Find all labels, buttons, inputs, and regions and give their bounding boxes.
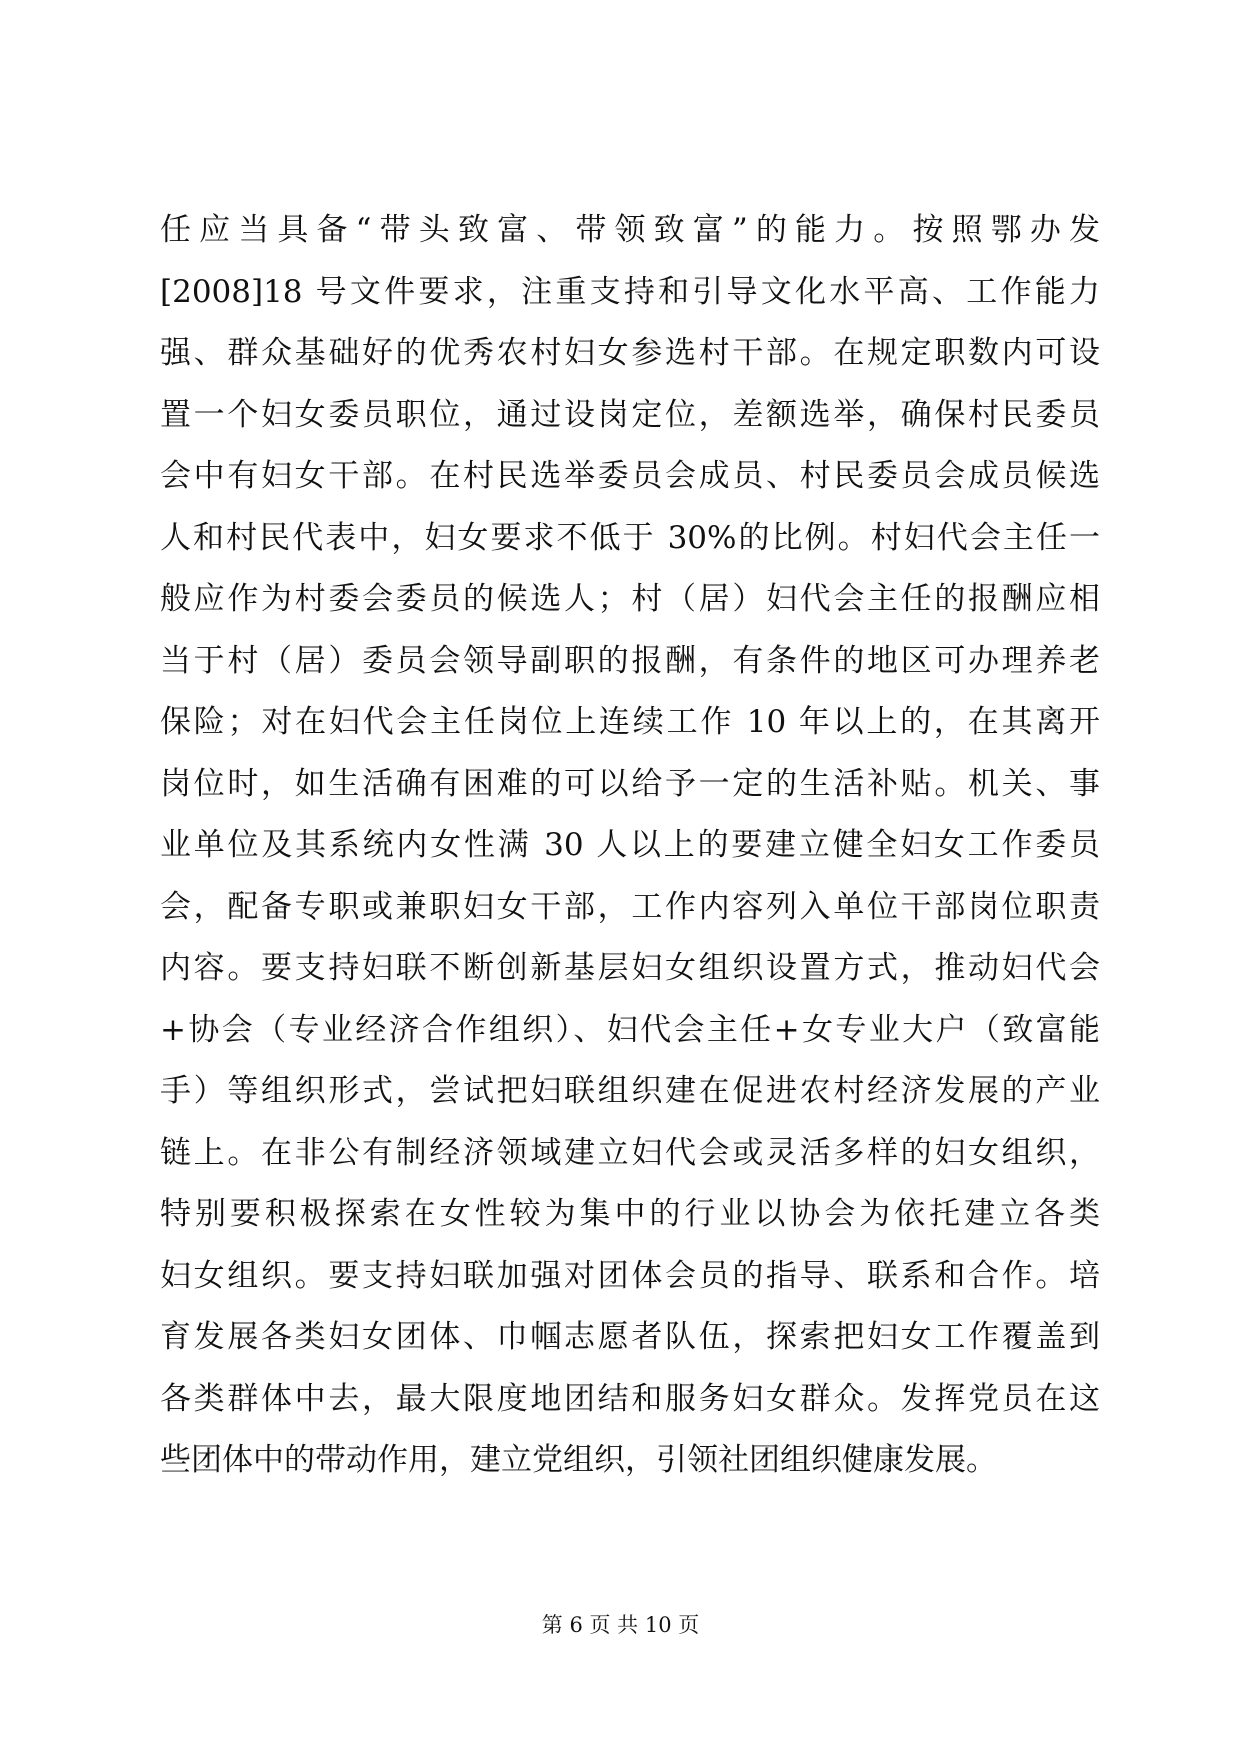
text-line: 强、群众基础好的优秀农村妇女参选村干部。在规定职数内可设 xyxy=(160,335,1100,371)
body-text xyxy=(160,200,1100,1492)
text-line: 业单位及其系统内女性满 30 人以上的要建立健全妇女工作委员 xyxy=(160,827,1100,863)
text-line: 岗位时，如生活确有困难的可以给予一定的生活补贴。机关、事 xyxy=(160,765,1100,802)
text-line: 妇女组织。要支持妇联加强对团体会员的指导、联系和合作。培 xyxy=(160,1257,1100,1294)
text-line: +协会（专业经济合作组织）、妇代会主任+女专业大户（致富能 xyxy=(160,1011,1100,1048)
text-line: [2008]18 号文件要求，注重支持和引导文化水平高、工作能力 xyxy=(160,273,1100,310)
text-line: 置一个妇女委员职位，通过设岗定位，差额选举，确保村民委员 xyxy=(160,396,1100,433)
text-line: 任应当具备“带头致富、带领致富”的能力。按照鄂办发 xyxy=(160,212,1100,248)
text-line: 内容。要支持妇联不断创新基层妇女组织设置方式，推动妇代会 xyxy=(160,950,1100,986)
text-line: 会，配备专职或兼职妇女干部，工作内容列入单位干部岗位职责 xyxy=(160,888,1100,925)
text-line: 般应作为村委会委员的候选人；村（居）妇代会主任的报酬应相 xyxy=(160,581,1100,617)
text-line: 链上。在非公有制经济领域建立妇代会或灵活多样的妇女组织， xyxy=(160,1134,1100,1171)
text-line: 当于村（居）委员会领导副职的报酬，有条件的地区可办理养老 xyxy=(160,642,1100,679)
text-line: 特别要积极探索在女性较为集中的行业以协会为依托建立各类 xyxy=(160,1196,1100,1232)
text-line: 会中有妇女干部。在村民选举委员会成员、村民委员会成员候选 xyxy=(160,458,1100,494)
text-line: 些团体中的带动作用，建立党组织，引领社团组织健康发展。 xyxy=(160,1442,997,1478)
text-line: 育发展各类妇女团体、巾帼志愿者队伍，探索把妇女工作覆盖到 xyxy=(160,1319,1100,1355)
text-line: 各类群体中去，最大限度地团结和服务妇女群众。发挥党员在这 xyxy=(160,1380,1100,1417)
text-line: 人和村民代表中，妇女要求不低于 30%的比例。村妇代会主任一 xyxy=(160,519,1100,556)
text-line: 手）等组织形式，尝试把妇联组织建在促进农村经济发展的产业 xyxy=(160,1073,1100,1109)
text-line: 保险；对在妇代会主任岗位上连续工作 10 年以上的，在其离开 xyxy=(160,704,1100,740)
page-number-footer: 第 6 页 共 10 页 xyxy=(541,1613,700,1637)
